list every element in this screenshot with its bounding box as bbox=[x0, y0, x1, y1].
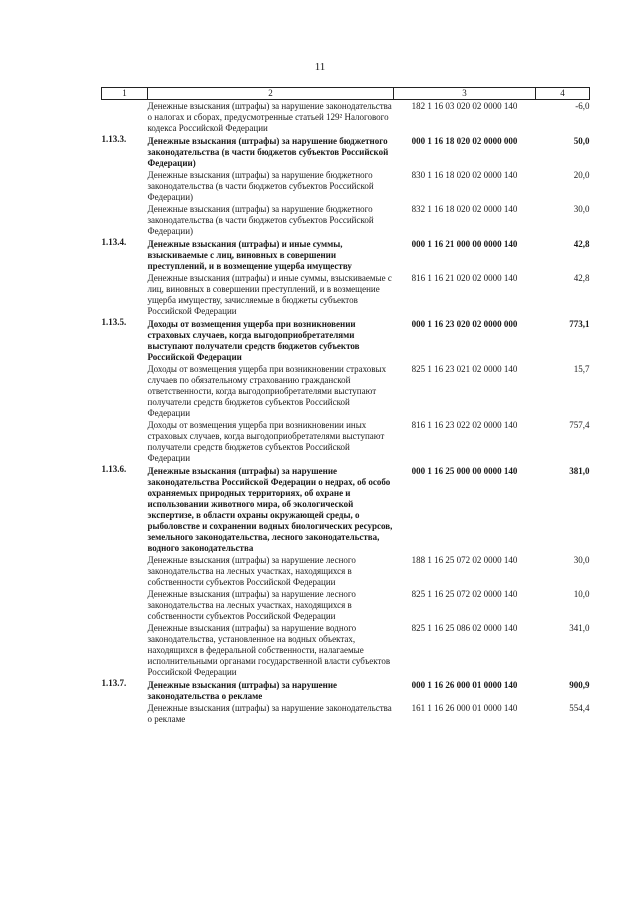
row-name: Денежные взыскания (штрафы) за нарушение бюджетного законодательства (в части бюджетов субъектов Российской Федерации) bbox=[147, 204, 374, 236]
row-sum: 30,0 bbox=[573, 555, 590, 565]
row-sum: 42,8 bbox=[573, 273, 590, 283]
row-number: 1.13.3. bbox=[101, 134, 127, 144]
row-number: 1.13.7. bbox=[101, 678, 127, 688]
column-header-4: 4 bbox=[536, 88, 590, 100]
row-number bbox=[102, 702, 148, 725]
row-code: 816 1 16 23 022 02 0000 140 bbox=[411, 420, 518, 430]
row-code: 825 1 16 23 021 02 0000 140 bbox=[411, 364, 518, 374]
row-sum: 10,0 bbox=[573, 589, 590, 599]
column-header-3: 3 bbox=[394, 88, 536, 100]
table-row bbox=[102, 554, 590, 588]
row-sum: 773,1 bbox=[569, 319, 590, 329]
row-code: 825 1 16 25 086 02 0000 140 bbox=[411, 623, 518, 633]
row-sum: 30,0 bbox=[573, 204, 590, 214]
row-sum: 42,8 bbox=[573, 239, 590, 249]
table-row bbox=[102, 622, 590, 678]
table-row bbox=[102, 702, 590, 725]
row-name: Денежные взыскания (штрафы) за нарушение водного законодательства, установленное на водных объектах, находящихся в федеральной собственности, налагаемые исполнительными органами государственной власти субъектов Российской Федерации bbox=[147, 623, 391, 677]
row-number bbox=[102, 622, 148, 678]
column-header-1: 1 bbox=[102, 88, 148, 100]
table-row bbox=[102, 464, 590, 554]
row-number bbox=[102, 100, 148, 135]
row-name: Денежные взыскания (штрафы) за нарушение лесного законодательства на лесных участках, находящихся в собственности субъектов Российской Федерации bbox=[147, 589, 356, 621]
row-number: 1.13.6. bbox=[101, 464, 127, 474]
row-code: 182 1 16 03 020 02 0000 140 bbox=[411, 101, 518, 111]
row-name: Доходы от возмещения ущерба при возникновении страховых случаев, когда выгодоприобретателями выступают получатели средств бюджетов субъектов Российской Федерации bbox=[147, 319, 360, 362]
table-row bbox=[102, 419, 590, 464]
row-code: 000 1 16 26 000 01 0000 140 bbox=[411, 680, 518, 690]
row-code: 000 1 16 18 020 02 0000 000 bbox=[411, 136, 518, 146]
table-row bbox=[102, 203, 590, 237]
revenue-table bbox=[101, 87, 590, 725]
table-row bbox=[102, 169, 590, 203]
row-number bbox=[102, 203, 148, 237]
row-code: 000 1 16 25 000 00 0000 140 bbox=[411, 466, 518, 476]
row-sum: 50,0 bbox=[573, 136, 590, 146]
table-row bbox=[102, 588, 590, 622]
row-code: 000 1 16 21 000 00 0000 140 bbox=[411, 239, 518, 249]
row-sum: 381,0 bbox=[569, 466, 590, 476]
row-code: 000 1 16 23 020 02 0000 000 bbox=[411, 319, 518, 329]
row-name: Денежные взыскания (штрафы) за нарушение лесного законодательства на лесных участках, находящихся в собственности субъектов Российской Федерации bbox=[147, 555, 356, 587]
row-name: Денежные взыскания (штрафы) и иные суммы, взыскиваемые с лиц, виновных в совершении преступлений, и в возмещение ущерба имуществу, зачисляемые в бюджеты субъектов Российской Федерации bbox=[147, 273, 392, 316]
table-row bbox=[102, 678, 590, 702]
row-number: 1.13.5. bbox=[101, 317, 127, 327]
row-name: Денежные взыскания (штрафы) за нарушение законодательства Российской Федерации о недрах, об особо охраняемых природных территориях, об охране и использовании животного мира, об экологической экспертизе, в области охраны окружающей среды, о рыболовстве и сохранении водных биологических ресурсов, земельного законодательства, лесного законодательства, водного законодательства bbox=[147, 466, 393, 553]
row-name: Денежные взыскания (штрафы) и иные суммы, взыскиваемые с лиц, виновных в совершении преступлений, и в возмещение ущерба имуществу bbox=[147, 239, 352, 271]
row-sum: 20,0 bbox=[573, 170, 590, 180]
row-sum: 757,4 bbox=[569, 420, 590, 430]
row-code: 832 1 16 18 020 02 0000 140 bbox=[411, 204, 518, 214]
table-row bbox=[102, 100, 590, 135]
row-name: Денежные взыскания (штрафы) за нарушение законодательства о налогах и сборах, предусмотренные статьей 129² Налогового кодекса Российской Федерации bbox=[147, 101, 392, 133]
row-name: Денежные взыскания (штрафы) за нарушение законодательства о рекламе bbox=[147, 703, 392, 724]
row-code: 816 1 16 21 020 02 0000 140 bbox=[411, 273, 518, 283]
table-header-row bbox=[102, 88, 590, 100]
row-number bbox=[102, 363, 148, 419]
row-sum: 341,0 bbox=[569, 623, 590, 633]
page-number: 11 bbox=[314, 61, 326, 73]
table-row bbox=[102, 134, 590, 169]
column-header-2: 2 bbox=[148, 88, 394, 100]
table-row bbox=[102, 237, 590, 272]
row-name: Денежные взыскания (штрафы) за нарушение законодательства о рекламе bbox=[147, 680, 338, 701]
row-code: 188 1 16 25 072 02 0000 140 bbox=[411, 555, 518, 565]
row-code: 825 1 16 25 072 02 0000 140 bbox=[411, 589, 518, 599]
row-code: 830 1 16 18 020 02 0000 140 bbox=[411, 170, 518, 180]
row-number bbox=[102, 169, 148, 203]
row-number bbox=[102, 419, 148, 464]
row-code: 161 1 16 26 000 01 0000 140 bbox=[411, 703, 518, 713]
row-sum: 554,4 bbox=[569, 703, 590, 713]
table-row bbox=[102, 272, 590, 317]
row-number bbox=[102, 272, 148, 317]
row-number bbox=[102, 554, 148, 588]
row-sum: 900,9 bbox=[569, 680, 590, 690]
row-name: Доходы от возмещения ущерба при возникновении страховых случаев по обязательному страхованию гражданской ответственности, когда выгодоприобретателями выступают получатели средств бюджетов субъектов Российской Федерации bbox=[147, 364, 387, 418]
row-number bbox=[102, 588, 148, 622]
table-row bbox=[102, 363, 590, 419]
row-sum: -6,0 bbox=[575, 101, 590, 111]
row-name: Денежные взыскания (штрафы) за нарушение бюджетного законодательства (в части бюджетов субъектов Российской Федерации) bbox=[147, 170, 374, 202]
row-number: 1.13.4. bbox=[101, 237, 127, 247]
table-row bbox=[102, 317, 590, 363]
row-sum: 15,7 bbox=[573, 364, 590, 374]
row-name: Денежные взыскания (штрафы) за нарушение бюджетного законодательства (в части бюджетов субъектов Российской Федерации) bbox=[147, 136, 389, 168]
row-name: Доходы от возмещения ущерба при возникновении иных страховых случаев, когда выгодоприобретателями выступают получатели средств бюджетов субъектов Российской Федерации bbox=[147, 420, 385, 463]
